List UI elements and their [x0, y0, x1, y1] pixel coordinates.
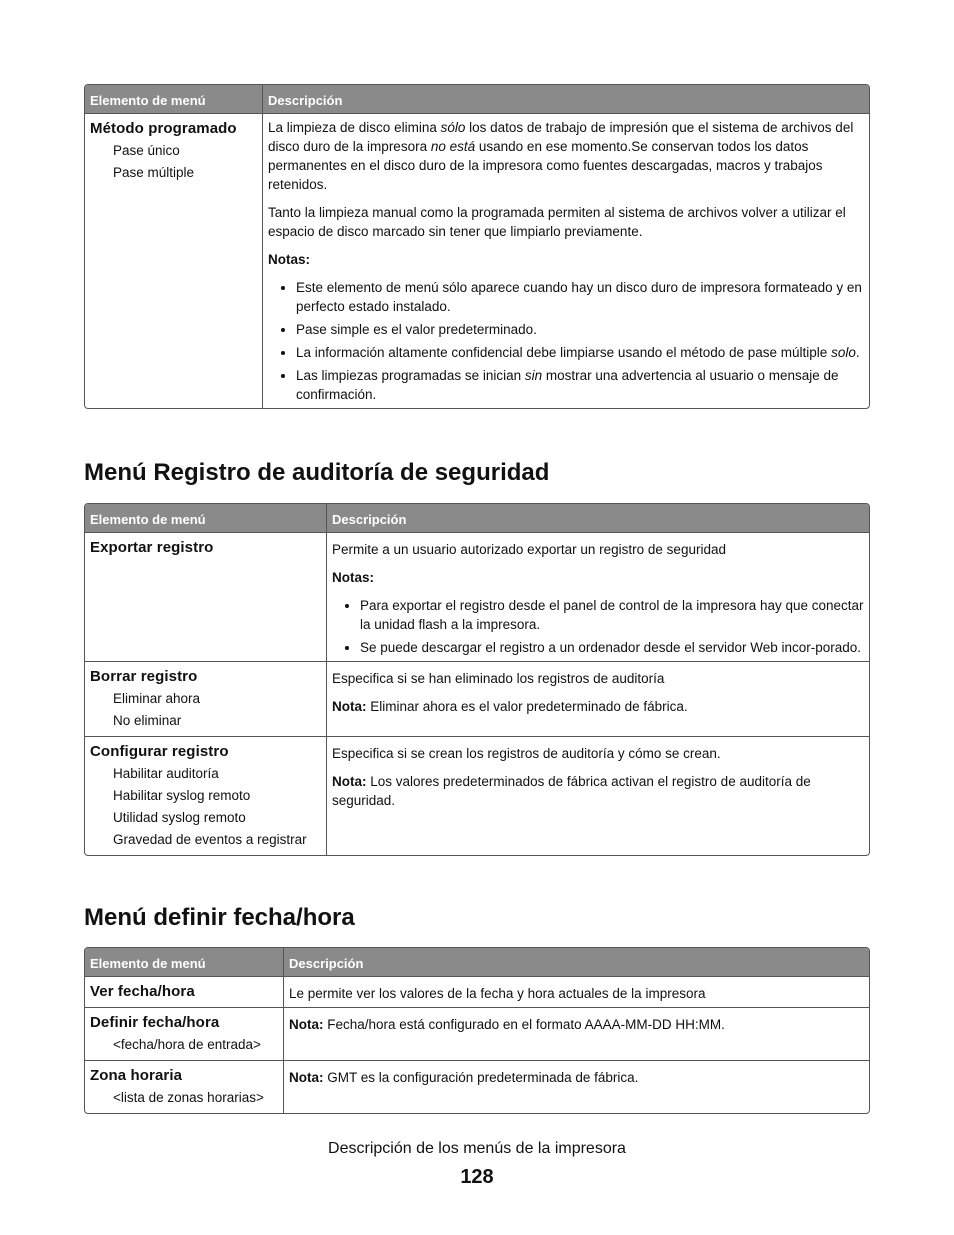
menu-subitem: Gravedad de eventos a registrar [113, 832, 307, 847]
description-paragraph: Permite a un usuario autorizado exportar un registro de seguridad [332, 542, 726, 557]
description-cell [262, 114, 869, 408]
menu-item-title: Método programado [90, 120, 237, 137]
description-cell [283, 1007, 869, 1060]
wipe-menu-table [84, 84, 870, 409]
table-row [85, 533, 869, 661]
table-row [85, 1007, 869, 1060]
menu-item-cell [85, 661, 326, 736]
text: Las limpiezas programadas se inician [296, 368, 525, 383]
notes-label: Notas: [268, 252, 311, 267]
menu-item-title: Configurar registro [90, 743, 229, 760]
audit-log-table [84, 503, 870, 856]
text: La información altamente confidencial debe limpiarse usando el método de pase múltiple [296, 345, 832, 360]
note-text: Fecha/hora está configurado en el formato AAAA-MM-DD HH:MM. [323, 1017, 725, 1032]
table-row [85, 1060, 869, 1113]
note-paragraph [332, 697, 864, 716]
menu-item-title: Definir fecha/hora [90, 1014, 220, 1031]
description-cell [326, 661, 869, 736]
column-header-description: Descripción [326, 504, 869, 533]
emphasis: solo [831, 345, 856, 360]
menu-subitem: <fecha/hora de entrada> [113, 1037, 261, 1052]
description-paragraph: Especifica si se crean los registros de auditoría y cómo se crean. [332, 746, 721, 761]
menu-item-cell [85, 114, 262, 408]
description-cell [326, 736, 869, 855]
description-paragraph [268, 118, 864, 194]
menu-item-title: Ver fecha/hora [90, 983, 195, 1000]
note-label: Nota: [332, 774, 367, 789]
menu-subitem: Pase único [113, 143, 180, 158]
notes-label: Notas: [332, 570, 375, 585]
description-paragraph: Le permite ver los valores de la fecha y hora actuales de la impresora [289, 986, 706, 1001]
menu-item-cell [85, 1007, 283, 1060]
emphasis: sólo [440, 120, 466, 135]
note-paragraph [289, 1068, 864, 1087]
note-label: Nota: [289, 1017, 324, 1032]
menu-item-title: Borrar registro [90, 668, 198, 685]
menu-subitem: Pase múltiple [113, 165, 195, 180]
note-text: GMT es la configuración predeterminada de fábrica. [323, 1070, 639, 1085]
note-item: • Para exportar el registro desde el panel de control de la impresora hay que conectar la unidad flash a la impresora. [360, 596, 864, 634]
menu-item-cell [85, 736, 326, 855]
table-header-row [85, 948, 869, 977]
note-paragraph [289, 1015, 864, 1034]
note-paragraph [332, 772, 864, 810]
text: . [855, 345, 860, 360]
description-cell [326, 533, 869, 661]
menu-subitem: Utilidad syslog remoto [113, 810, 246, 825]
text: los datos de trabajo de impresión que el sistema de archivos del disco duro de la impresora [268, 120, 854, 154]
note-item: • Pase simple es el valor predeterminado. [296, 320, 864, 339]
note-text: Eliminar ahora es el valor predeterminado de fábrica. [366, 699, 688, 714]
menu-item-cell [85, 533, 326, 661]
menu-item-cell [85, 977, 283, 1007]
footer-title: Descripción de los menús de la impresora [328, 1140, 626, 1157]
menu-subitem: Habilitar syslog remoto [113, 788, 251, 803]
notes-list [332, 596, 864, 657]
menu-subitem: No eliminar [113, 713, 182, 728]
menu-subitem: Eliminar ahora [113, 691, 201, 706]
table-header-row [85, 504, 869, 533]
column-header-item: Elemento de menú [85, 504, 326, 533]
note-item: • Se puede descargar el registro a un ordenador desde el servidor Web incor-porado. [360, 638, 864, 657]
column-header-item: Elemento de menú [85, 948, 283, 977]
column-header-description: Descripción [262, 85, 869, 114]
text: La limpieza de disco elimina [268, 120, 441, 135]
note-item [296, 343, 864, 362]
note-label: Nota: [289, 1070, 324, 1085]
emphasis: no está [430, 139, 476, 154]
table-row [85, 977, 869, 1007]
note-item: • Este elemento de menú sólo aparece cuando hay un disco duro de impresora formateado y en perfecto estado instalado. [296, 278, 864, 316]
text: mostrar una advertencia al usuario o mensaje de confirmación. [296, 368, 839, 402]
description-paragraph: Tanto la limpieza manual como la programada permiten al sistema de archivos volver a utilizar el espacio de disco marcado sin tener que limpiarlo previamente. [268, 205, 846, 239]
note-label: Nota: [332, 699, 367, 714]
table-row [85, 114, 869, 408]
notes-list [268, 278, 864, 404]
menu-item-title: Zona horaria [90, 1067, 183, 1084]
column-header-description: Descripción [283, 948, 869, 977]
table-row [85, 661, 869, 736]
note-item [296, 366, 864, 404]
emphasis: sin [524, 368, 543, 383]
menu-subitem: Habilitar auditoría [113, 766, 219, 781]
section-title-date-time: Menú definir fecha/hora [84, 904, 355, 931]
note-text: Los valores predeterminados de fábrica activan el registro de auditoría de seguridad. [332, 774, 811, 808]
table-header-row [85, 85, 869, 114]
menu-subitem: <lista de zonas horarias> [113, 1090, 264, 1105]
column-header-item: Elemento de menú [85, 85, 262, 114]
description-paragraph: Especifica si se han eliminado los registros de auditoría [332, 671, 665, 686]
page-number: 128 [460, 1166, 494, 1188]
table-row [85, 736, 869, 855]
date-time-table [84, 947, 870, 1114]
menu-item-cell [85, 1060, 283, 1113]
description-cell [283, 977, 869, 1007]
text: usando en ese momento.Se conservan todos los datos permanentes en el disco duro de la impresora como fuentes descargadas, macros y trabajos retenidos. [268, 139, 823, 192]
menu-item-title: Exportar registro [90, 539, 214, 556]
description-cell [283, 1060, 869, 1113]
section-title-audit-log: Menú Registro de auditoría de seguridad [84, 459, 550, 486]
